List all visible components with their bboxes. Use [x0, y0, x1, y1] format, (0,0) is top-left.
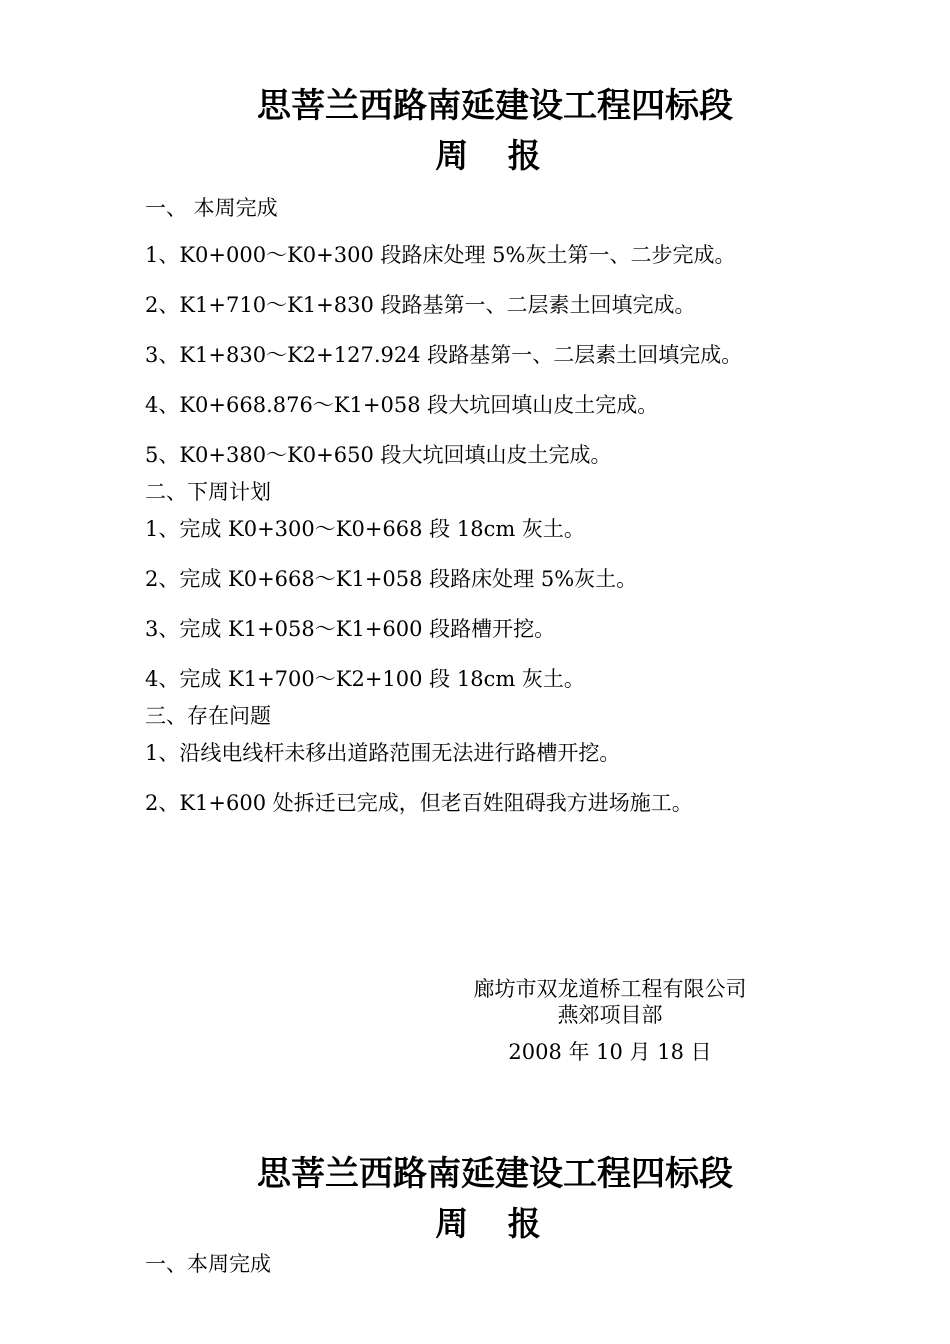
- section-heading-next-week: 二、下周计划: [145, 480, 271, 504]
- report-title: 思菩兰西路南延建设工程四标段: [257, 1154, 733, 1194]
- list-item: 3、K1+830～K2+127.924 段路基第一、二层素土回填完成。: [145, 343, 743, 367]
- list-item: 4、完成 K1+700～K2+100 段 18cm 灰土。: [145, 667, 585, 691]
- list-item: 1、完成 K0+300～K0+668 段 18cm 灰土。: [145, 517, 585, 541]
- list-item: 4、K0+668.876～K1+058 段大坑回填山皮土完成。: [145, 393, 659, 417]
- report-date: 2008 年 10 月 18 日: [508, 1040, 712, 1064]
- section-heading-issues: 三、存在问题: [145, 704, 271, 728]
- report-title: 思菩兰西路南延建设工程四标段: [257, 86, 733, 126]
- list-item: 1、K0+000～K0+300 段路床处理 5%灰土第一、二步完成。: [145, 243, 736, 267]
- report-subtitle: 周 报: [435, 1204, 555, 1243]
- list-item: 5、K0+380～K0+650 段大坑回填山皮土完成。: [145, 443, 612, 467]
- list-item: 2、K1+710～K1+830 段路基第一、二层素土回填完成。: [145, 293, 696, 317]
- section-heading-this-week: 一、 本周完成: [145, 196, 278, 220]
- department-name: 燕郊项目部: [557, 1003, 663, 1027]
- report-subtitle: 周 报: [435, 136, 555, 175]
- section-heading-this-week: 一、本周完成: [145, 1252, 271, 1276]
- list-item: 3、完成 K1+058～K1+600 段路槽开挖。: [145, 617, 556, 641]
- list-item: 1、沿线电线杆未移出道路范围无法进行路槽开挖。: [145, 741, 621, 765]
- list-item: 2、完成 K0+668～K1+058 段路床处理 5%灰土。: [145, 567, 638, 591]
- company-name: 廊坊市双龙道桥工程有限公司: [473, 977, 747, 1001]
- list-item: 2、K1+600 处拆迁已完成，但老百姓阻碍我方进场施工。: [145, 791, 693, 815]
